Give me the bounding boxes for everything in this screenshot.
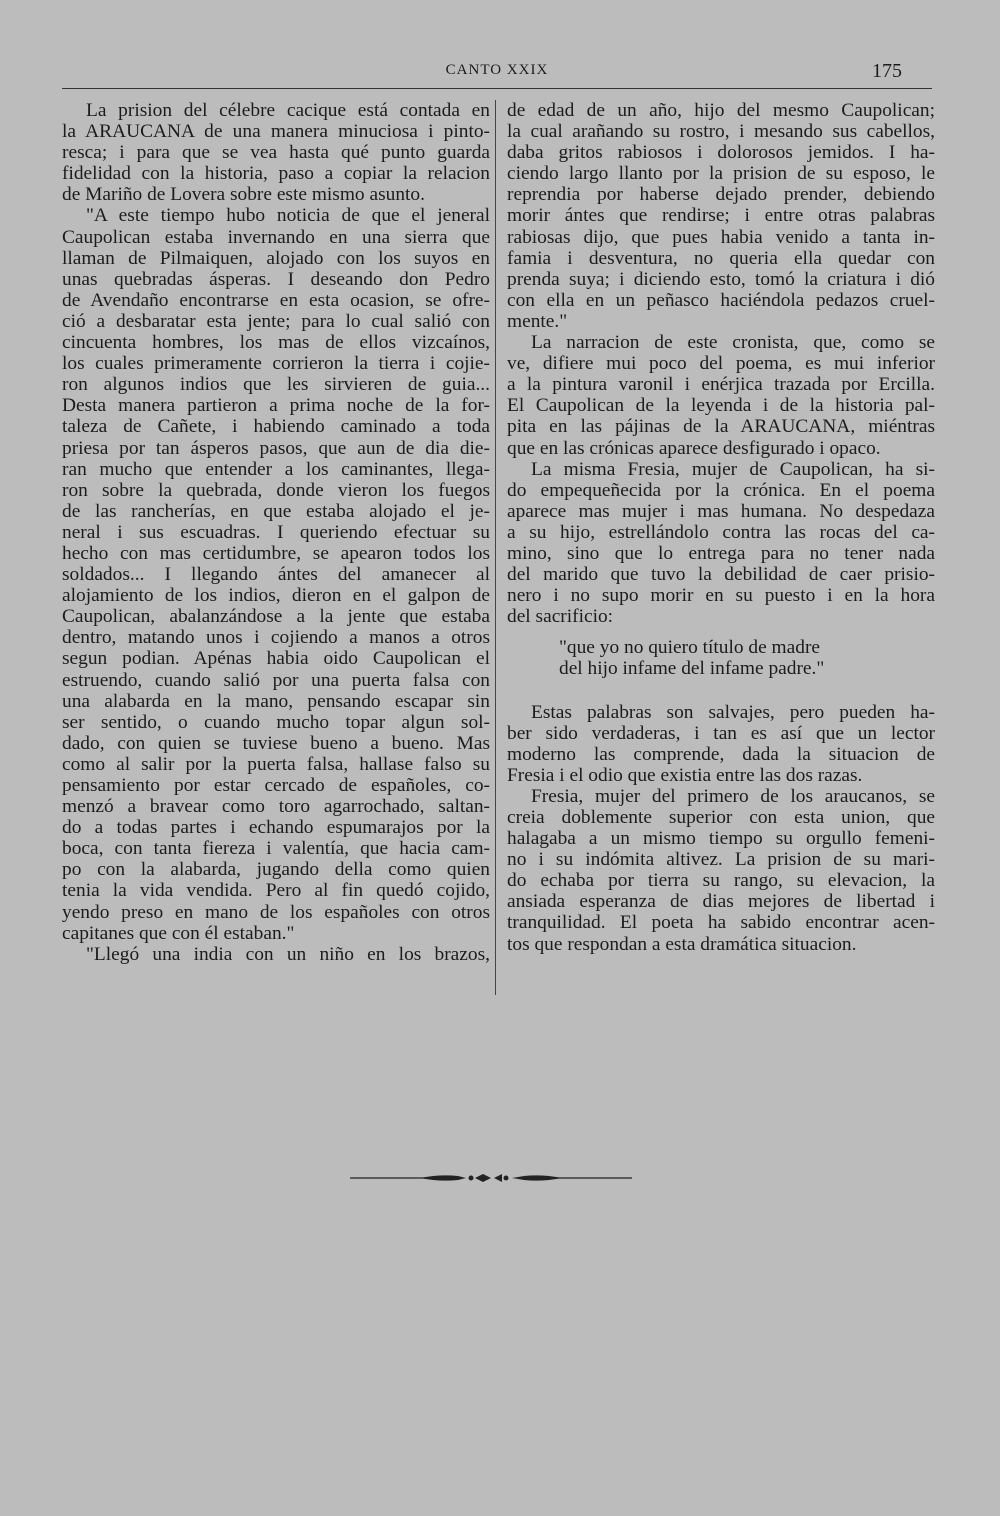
text-line: tenia la vida vendida. Pero al fin quedó cojido,: [62, 880, 490, 902]
text-line: segun podian. Apénas habia oido Caupolican el: [62, 648, 490, 670]
text-line: a la pintura varonil i enérjica trazada por Ercilla.: [507, 374, 935, 396]
text-line: una alabarda en la mano, pensando escapar sin: [62, 690, 490, 712]
text-line: ron sobre la quebrada, donde vieron los fuegos: [62, 479, 490, 501]
text-line: prenda suya; i diciendo esto, tomó la criatura i dió: [507, 268, 935, 290]
text-line: dado, con quien se tuviese bueno a bueno. Mas: [62, 732, 490, 754]
text-line: La narracion de este cronista, que, como se: [531, 332, 935, 354]
text-line: la cual arañando su rostro, i mesando sus cabellos,: [507, 121, 935, 143]
text-line: de Mariño de Lovera sobre este mismo asunto.: [62, 184, 425, 206]
text-line: soldados... I llegando ántes del amanecer al: [62, 564, 490, 586]
text-line: Desta manera partieron a prima noche de la for-: [62, 395, 490, 417]
text-line: ran mucho que entender a los caminantes, llega-: [62, 458, 490, 480]
text-line: estruendo, cuando salió por una puerta falsa con: [62, 669, 490, 691]
text-line: pita en las pájinas de la ARAUCANA, miéntras: [507, 416, 935, 438]
text-line: la ARAUCANA de una manera minuciosa i pinto-: [62, 121, 490, 143]
text-line: famia i desventura, no queria ella quedar con: [507, 247, 935, 269]
verse-line: "que yo no quiero título de madre: [559, 637, 821, 659]
text-line: cincuenta hombres, los mas de ellos vizcaínos,: [62, 332, 490, 354]
text-line: alojamiento de los indios, dieron en el galpon de: [62, 585, 490, 607]
text-line: Fresia, mujer del primero de los araucanos, se: [531, 785, 935, 807]
text-line: de edad de un año, hijo del mesmo Caupolican;: [507, 100, 935, 121]
text-line: ron algunos indios que les sirvieren de guia...: [62, 374, 490, 396]
text-line: Caupolican estaba invernando en una sierra que: [62, 226, 490, 248]
text-line: llaman de Pilmaiquen, alojado con los suyos en: [62, 247, 490, 269]
text-line: tos que respondan a esta dramática situacion.: [507, 933, 857, 955]
text-line: taleza de Cañete, i habiendo caminado a toda: [62, 416, 490, 438]
text-line: reprendia por haberse dejado prender, debiendo: [507, 184, 935, 206]
text-line: que en las crónicas aparece desfigurado i opaco.: [507, 437, 881, 459]
text-line: pensamiento por estar cercado de españoles, co-: [62, 775, 490, 796]
text-line: do a todas partes i echando espumarajos por la: [62, 817, 490, 839]
text-line: resca; i para que se vea hasta qué punto guarda: [62, 142, 490, 164]
text-line: del marido que tuvo la debilidad de caer prisio-: [507, 564, 935, 586]
text-line: con ella en un peñasco haciéndola pedazos cruel-: [507, 289, 935, 311]
text-line: ansiada esperanza de dias mejores de libertad i: [507, 891, 935, 913]
text-line: La misma Fresia, mujer de Caupolican, ha si-: [531, 458, 935, 480]
text-line: ve, difiere mui poco del poema, es mui inferior: [507, 353, 935, 375]
text-line: tranquilidad. El poeta ha sabido encontrar acen-: [507, 912, 935, 934]
text-line: daba gritos rabiosos i dolorosos jemidos. I ha-: [507, 142, 935, 164]
text-line: moderno las comprende, dada la situacion de: [507, 743, 935, 765]
text-line: priesa por tan ásperos pasos, que aun de dia die-: [62, 437, 490, 459]
text-line: no i su indómita altivez. La prision de su mari-: [507, 849, 935, 871]
text-line: a su hijo, estrellándolo contra las rocas del ca-: [507, 521, 935, 543]
text-line: yendo preso en mano de los españoles con otros: [62, 901, 490, 923]
text-line: rabiosas dijo, que pues habia venido a tanta in-: [507, 226, 935, 248]
text-line: de las rancherías, en que estaba alojado el je-: [62, 500, 490, 522]
page-number: 175: [872, 60, 902, 82]
text-line: "Llegó una india con un niño en los brazos,: [86, 943, 490, 965]
column-divider: [495, 100, 496, 995]
text-line: Fresia i el odio que existia entre las dos razas.: [507, 764, 863, 786]
text-line: do echaba por tierra su rango, su elevacion, la: [507, 870, 935, 892]
text-line: neral i sus escuadras. I queriendo efectuar su: [62, 521, 490, 543]
text-line: capitanes que con él estaban.": [62, 922, 295, 944]
text-line: La prision del célebre cacique está contada en: [86, 100, 490, 121]
text-line: Caupolican, abalanzándose a la jente que estaba: [62, 606, 490, 628]
text-line: menzó a bravear como toro agarrochado, saltan-: [62, 796, 490, 818]
right-column: [507, 100, 935, 955]
text-line: hecho con mas certidumbre, se apearon todos los: [62, 542, 490, 564]
text-line: ció a desbaratar esta jente; para lo cual salió con: [62, 310, 490, 332]
text-line: ser sentido, o cuando mucho topar algun sol-: [62, 711, 490, 733]
text-line: ber sido verdaderas, i tan es así que un lector: [507, 722, 935, 744]
text-line: "A este tiempo hubo noticia de que el jeneral: [86, 205, 490, 227]
text-line: El Caupolican de la leyenda i de la historia pal-: [507, 395, 935, 417]
text-line: aparece mas mujer i mas humana. No despedaza: [507, 500, 935, 522]
text-line: del sacrificio:: [507, 606, 614, 628]
text-line: morir ántes que rendirse; i entre otras palabras: [507, 205, 935, 227]
verse-line: del hijo infame del infame padre.": [559, 658, 825, 680]
ornament-divider: [350, 1170, 632, 1186]
text-line: mente.": [507, 310, 568, 332]
text-line: los cuales primeramente corrieron la tierra i cojie-: [62, 353, 490, 375]
text-line: po con la alabarda, jugando della como quien: [62, 859, 490, 881]
text-line: mino, sino que lo entrega para no tener nada: [507, 542, 935, 564]
text-line: nero i no supo morir en su puesto i en la hora: [507, 585, 935, 607]
text-line: dentro, matando unos i cojiendo a manos a otros: [62, 627, 490, 649]
text-line: boca, con tanta fiereza i valentía, que hacia cam-: [62, 838, 490, 860]
text-line: creia doblemente superior con esta union, que: [507, 807, 935, 828]
running-head: [62, 58, 932, 89]
text-line: de Avendaño encontrarse en esta ocasion, se ofre-: [62, 289, 490, 311]
text-line: unas quebradas ásperas. I deseando don Pedro: [62, 268, 490, 290]
left-column: [62, 100, 490, 965]
text-line: ciendo largo llanto por la prision de su esposo, le: [507, 163, 935, 185]
text-line: halagaba a un mismo tiempo su orgullo femeni-: [507, 828, 935, 850]
text-line: como al salir por la puerta falsa, hallase falso su: [62, 753, 490, 775]
running-title: CANTO XXIX: [445, 62, 549, 78]
text-line: fidelidad con la historia, paso a copiar la relacion: [62, 163, 490, 185]
text-line: Estas palabras son salvajes, pero pueden ha-: [531, 701, 935, 723]
text-line: do empequeñecida por la crónica. En el poema: [507, 479, 935, 501]
